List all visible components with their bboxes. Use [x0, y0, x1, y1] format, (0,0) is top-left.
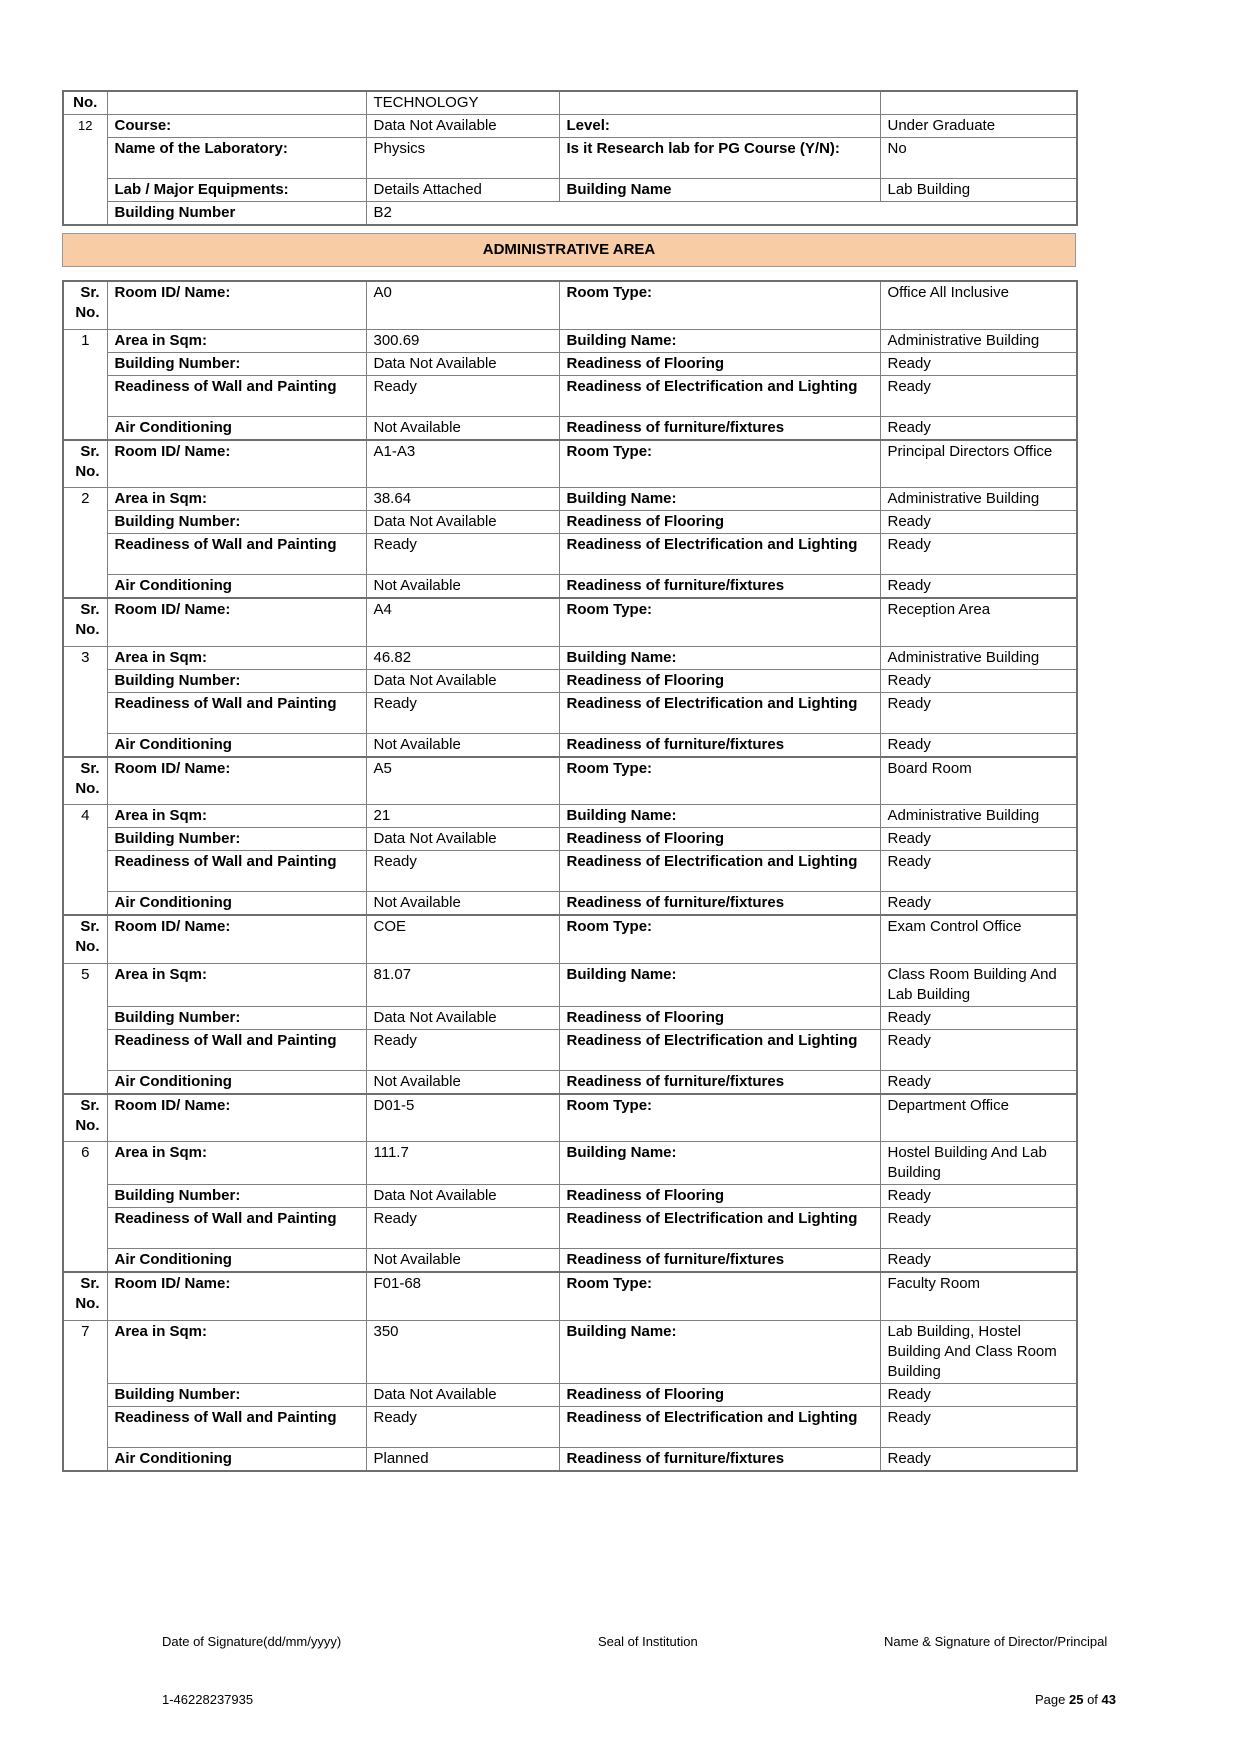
air-conditioning-label: Air Conditioning	[107, 416, 366, 440]
room-id-label: Room ID/ Name:	[107, 1272, 366, 1320]
sr-no-label: Sr. No.	[63, 915, 107, 963]
furniture-value: Ready	[880, 416, 1077, 440]
room-type-label: Room Type:	[559, 281, 880, 329]
air-conditioning-row	[63, 416, 1077, 440]
air-conditioning-label: Air Conditioning	[107, 1249, 366, 1273]
air-conditioning-row	[63, 1070, 1077, 1094]
no-header-cell: No.	[63, 91, 107, 115]
air-conditioning-row	[63, 1249, 1077, 1273]
room-id-value: A5	[366, 757, 559, 805]
electrification-value: Ready	[880, 1406, 1077, 1447]
electrification-value: Ready	[880, 1208, 1077, 1249]
air-conditioning-row	[63, 575, 1077, 599]
building-number-label: Building Number:	[107, 669, 366, 692]
area-value: 350	[366, 1320, 559, 1383]
equipments-label: Lab / Major Equipments:	[107, 179, 366, 202]
seal-of-institution-label: Seal of Institution	[598, 1634, 698, 1649]
wall-painting-row	[63, 375, 1077, 416]
flooring-value: Ready	[880, 352, 1077, 375]
sr-no-value: 1	[63, 329, 107, 440]
area-row	[63, 963, 1077, 1006]
area-label: Area in Sqm:	[107, 805, 366, 828]
room-id-label: Room ID/ Name:	[107, 598, 366, 646]
course-value: Data Not Available	[366, 115, 559, 138]
furniture-value: Ready	[880, 1070, 1077, 1094]
flooring-value: Ready	[880, 511, 1077, 534]
area-label: Area in Sqm:	[107, 963, 366, 1006]
air-conditioning-value: Planned	[366, 1447, 559, 1471]
laboratory-info-table	[62, 90, 1078, 226]
room-id-value: A4	[366, 598, 559, 646]
wall-painting-label: Readiness of Wall and Painting	[107, 692, 366, 733]
page-indicator	[1035, 1692, 1116, 1707]
building-name-label: Building Name:	[559, 963, 880, 1006]
electrification-value: Ready	[880, 692, 1077, 733]
air-conditioning-row	[63, 733, 1077, 757]
room-header-row	[63, 1094, 1077, 1142]
building-number-value: Data Not Available	[366, 352, 559, 375]
building-number-row	[63, 1383, 1077, 1406]
room-type-label: Room Type:	[559, 598, 880, 646]
air-conditioning-value: Not Available	[366, 1070, 559, 1094]
flooring-value: Ready	[880, 1185, 1077, 1208]
flooring-value: Ready	[880, 1006, 1077, 1029]
sr-no-label: Sr. No.	[63, 757, 107, 805]
course-label: Course:	[107, 115, 366, 138]
wall-painting-value: Ready	[366, 1208, 559, 1249]
air-conditioning-value: Not Available	[366, 892, 559, 916]
room-id-label: Room ID/ Name:	[107, 757, 366, 805]
area-row	[63, 488, 1077, 511]
building-name-label: Building Name:	[559, 329, 880, 352]
laboratory-name-label: Name of the Laboratory:	[107, 138, 366, 179]
building-name-value: Administrative Building	[880, 488, 1077, 511]
sr-no-value: 4	[63, 805, 107, 916]
wall-painting-label: Readiness of Wall and Painting	[107, 375, 366, 416]
furniture-label: Readiness of furniture/fixtures	[559, 1447, 880, 1471]
room-header-row	[63, 1272, 1077, 1320]
room-type-value: Board Room	[880, 757, 1077, 805]
room-id-label: Room ID/ Name:	[107, 1094, 366, 1142]
building-number-row	[63, 828, 1077, 851]
date-of-signature-label: Date of Signature(dd/mm/yyyy)	[162, 1634, 342, 1649]
serial-number-cell: 12	[63, 115, 107, 226]
flooring-label: Readiness of Flooring	[559, 1006, 880, 1029]
wall-painting-label: Readiness of Wall and Painting	[107, 1029, 366, 1070]
course-row	[63, 115, 1077, 138]
building-name-value: Administrative Building	[880, 646, 1077, 669]
empty-cell	[559, 91, 880, 115]
electrification-value: Ready	[880, 851, 1077, 892]
room-id-label: Room ID/ Name:	[107, 440, 366, 488]
area-label: Area in Sqm:	[107, 1142, 366, 1185]
room-header-row	[63, 757, 1077, 805]
room-type-value: Principal Directors Office	[880, 440, 1077, 488]
wall-painting-value: Ready	[366, 851, 559, 892]
flooring-label: Readiness of Flooring	[559, 669, 880, 692]
electrification-label: Readiness of Electrification and Lighting	[559, 1208, 880, 1249]
electrification-label: Readiness of Electrification and Lighting	[559, 1406, 880, 1447]
wall-painting-row	[63, 534, 1077, 575]
electrification-value: Ready	[880, 534, 1077, 575]
page-total: 43	[1101, 1692, 1116, 1707]
area-value: 300.69	[366, 329, 559, 352]
director-signature-label: Name & Signature of Director/Principal	[884, 1634, 1108, 1649]
page-word: Page	[1034, 1692, 1066, 1707]
room-id-value: A1-A3	[366, 440, 559, 488]
building-number-label: Building Number	[107, 202, 366, 226]
area-row	[63, 329, 1077, 352]
furniture-label: Readiness of furniture/fixtures	[559, 575, 880, 599]
building-number-row	[63, 511, 1077, 534]
sr-no-value: 6	[63, 1142, 107, 1273]
air-conditioning-value: Not Available	[366, 733, 559, 757]
area-label: Area in Sqm:	[107, 1320, 366, 1383]
section-banner: ADMINISTRATIVE AREA	[62, 233, 1076, 267]
building-name-value: Lab Building	[880, 179, 1077, 202]
building-name-label: Building Name:	[559, 1142, 880, 1185]
building-number-label: Building Number:	[107, 352, 366, 375]
electrification-label: Readiness of Electrification and Lighting	[559, 692, 880, 733]
area-value: 21	[366, 805, 559, 828]
area-row	[63, 1142, 1077, 1185]
flooring-label: Readiness of Flooring	[559, 1185, 880, 1208]
page-current: 25	[1068, 1692, 1084, 1707]
flooring-label: Readiness of Flooring	[559, 828, 880, 851]
room-type-label: Room Type:	[559, 757, 880, 805]
air-conditioning-label: Air Conditioning	[107, 892, 366, 916]
sr-no-value: 2	[63, 488, 107, 599]
air-conditioning-label: Air Conditioning	[107, 1447, 366, 1471]
room-id-label: Room ID/ Name:	[107, 915, 366, 963]
room-id-value: A0	[366, 281, 559, 329]
air-conditioning-row	[63, 1447, 1077, 1471]
room-header-row	[63, 440, 1077, 488]
building-number-row	[63, 352, 1077, 375]
room-id-value: COE	[366, 915, 559, 963]
building-number-row	[63, 202, 1077, 226]
furniture-value: Ready	[880, 892, 1077, 916]
level-label: Level:	[559, 115, 880, 138]
building-name-value: Lab Building, Hostel Building And Class Room Building	[880, 1320, 1077, 1383]
area-label: Area in Sqm:	[107, 646, 366, 669]
technology-cell: TECHNOLOGY	[366, 91, 559, 115]
building-number-label: Building Number:	[107, 828, 366, 851]
electrification-label: Readiness of Electrification and Lighting	[559, 534, 880, 575]
laboratory-name-value: Physics	[366, 138, 559, 179]
wall-painting-value: Ready	[366, 375, 559, 416]
technology-header-row	[63, 91, 1077, 115]
area-row	[63, 646, 1077, 669]
building-name-value: Administrative Building	[880, 329, 1077, 352]
sr-no-value: 3	[63, 646, 107, 757]
wall-painting-row	[63, 1029, 1077, 1070]
building-number-label: Building Number:	[107, 1185, 366, 1208]
building-number-value: Data Not Available	[366, 1185, 559, 1208]
flooring-value: Ready	[880, 828, 1077, 851]
air-conditioning-label: Air Conditioning	[107, 575, 366, 599]
flooring-label: Readiness of Flooring	[559, 511, 880, 534]
sr-no-label: Sr. No.	[63, 1094, 107, 1142]
building-name-label: Building Name:	[559, 646, 880, 669]
equipments-row	[63, 179, 1077, 202]
air-conditioning-label: Air Conditioning	[107, 733, 366, 757]
room-type-value: Faculty Room	[880, 1272, 1077, 1320]
building-number-row	[63, 1185, 1077, 1208]
room-id-value: D01-5	[366, 1094, 559, 1142]
area-label: Area in Sqm:	[107, 329, 366, 352]
air-conditioning-value: Not Available	[366, 575, 559, 599]
wall-painting-value: Ready	[366, 1406, 559, 1447]
electrification-label: Readiness of Electrification and Lighting	[559, 1029, 880, 1070]
building-number-row	[63, 669, 1077, 692]
building-name-label: Building Name:	[559, 805, 880, 828]
room-id-label: Room ID/ Name:	[107, 281, 366, 329]
sr-no-value: 7	[63, 1320, 107, 1471]
room-type-label: Room Type:	[559, 1272, 880, 1320]
building-number-label: Building Number:	[107, 511, 366, 534]
area-label: Area in Sqm:	[107, 488, 366, 511]
electrification-label: Readiness of Electrification and Lighting	[559, 851, 880, 892]
sr-no-label: Sr. No.	[63, 598, 107, 646]
wall-painting-label: Readiness of Wall and Painting	[107, 851, 366, 892]
room-type-label: Room Type:	[559, 1094, 880, 1142]
area-value: 111.7	[366, 1142, 559, 1185]
building-number-value: Data Not Available	[366, 1006, 559, 1029]
equipments-value: Details Attached	[366, 179, 559, 202]
air-conditioning-value: Not Available	[366, 1249, 559, 1273]
of-word: of	[1087, 1692, 1098, 1707]
research-lab-value: No	[880, 138, 1077, 179]
wall-painting-row	[63, 1208, 1077, 1249]
furniture-label: Readiness of furniture/fixtures	[559, 892, 880, 916]
room-type-value: Office All Inclusive	[880, 281, 1077, 329]
room-type-value: Exam Control Office	[880, 915, 1077, 963]
electrification-label: Readiness of Electrification and Lighting	[559, 375, 880, 416]
wall-painting-value: Ready	[366, 534, 559, 575]
building-name-value: Administrative Building	[880, 805, 1077, 828]
furniture-value: Ready	[880, 733, 1077, 757]
wall-painting-value: Ready	[366, 1029, 559, 1070]
building-number-label: Building Number:	[107, 1383, 366, 1406]
wall-painting-row	[63, 692, 1077, 733]
building-number-value: Data Not Available	[366, 828, 559, 851]
air-conditioning-value: Not Available	[366, 416, 559, 440]
sr-no-value: 5	[63, 963, 107, 1094]
wall-painting-label: Readiness of Wall and Painting	[107, 534, 366, 575]
air-conditioning-label: Air Conditioning	[107, 1070, 366, 1094]
wall-painting-row	[63, 1406, 1077, 1447]
room-id-value: F01-68	[366, 1272, 559, 1320]
area-value: 46.82	[366, 646, 559, 669]
building-name-value: Class Room Building And Lab Building	[880, 963, 1077, 1006]
area-value: 38.64	[366, 488, 559, 511]
sr-no-label: Sr. No.	[63, 440, 107, 488]
area-row	[63, 805, 1077, 828]
room-header-row	[63, 281, 1077, 329]
furniture-label: Readiness of furniture/fixtures	[559, 416, 880, 440]
electrification-value: Ready	[880, 1029, 1077, 1070]
electrification-value: Ready	[880, 375, 1077, 416]
sr-no-label: Sr. No.	[63, 1272, 107, 1320]
administrative-area-table	[62, 280, 1078, 1472]
flooring-label: Readiness of Flooring	[559, 1383, 880, 1406]
room-header-row	[63, 915, 1077, 963]
room-type-value: Department Office	[880, 1094, 1077, 1142]
furniture-value: Ready	[880, 1447, 1077, 1471]
wall-painting-label: Readiness of Wall and Painting	[107, 1208, 366, 1249]
wall-painting-value: Ready	[366, 692, 559, 733]
room-header-row	[63, 598, 1077, 646]
empty-cell	[880, 91, 1077, 115]
laboratory-name-row	[63, 138, 1077, 179]
room-type-label: Room Type:	[559, 915, 880, 963]
empty-cell	[107, 91, 366, 115]
furniture-value: Ready	[880, 1249, 1077, 1273]
furniture-label: Readiness of furniture/fixtures	[559, 1249, 880, 1273]
building-name-label: Building Name	[559, 179, 880, 202]
room-type-label: Room Type:	[559, 440, 880, 488]
building-name-label: Building Name:	[559, 1320, 880, 1383]
flooring-value: Ready	[880, 669, 1077, 692]
level-value: Under Graduate	[880, 115, 1077, 138]
building-number-value: Data Not Available	[366, 1383, 559, 1406]
document-id: 1-46228237935	[162, 1692, 254, 1707]
furniture-label: Readiness of furniture/fixtures	[559, 733, 880, 757]
area-row	[63, 1320, 1077, 1383]
building-number-value: Data Not Available	[366, 511, 559, 534]
wall-painting-row	[63, 851, 1077, 892]
wall-painting-label: Readiness of Wall and Painting	[107, 1406, 366, 1447]
air-conditioning-row	[63, 892, 1077, 916]
building-name-value: Hostel Building And Lab Building	[880, 1142, 1077, 1185]
furniture-value: Ready	[880, 575, 1077, 599]
research-lab-label: Is it Research lab for PG Course (Y/N):	[559, 138, 880, 179]
flooring-value: Ready	[880, 1383, 1077, 1406]
room-type-value: Reception Area	[880, 598, 1077, 646]
building-name-label: Building Name:	[559, 488, 880, 511]
flooring-label: Readiness of Flooring	[559, 352, 880, 375]
building-number-label: Building Number:	[107, 1006, 366, 1029]
area-value: 81.07	[366, 963, 559, 1006]
sr-no-label: Sr. No.	[63, 281, 107, 329]
building-number-value: B2	[366, 202, 1077, 226]
building-number-value: Data Not Available	[366, 669, 559, 692]
furniture-label: Readiness of furniture/fixtures	[559, 1070, 880, 1094]
building-number-row	[63, 1006, 1077, 1029]
